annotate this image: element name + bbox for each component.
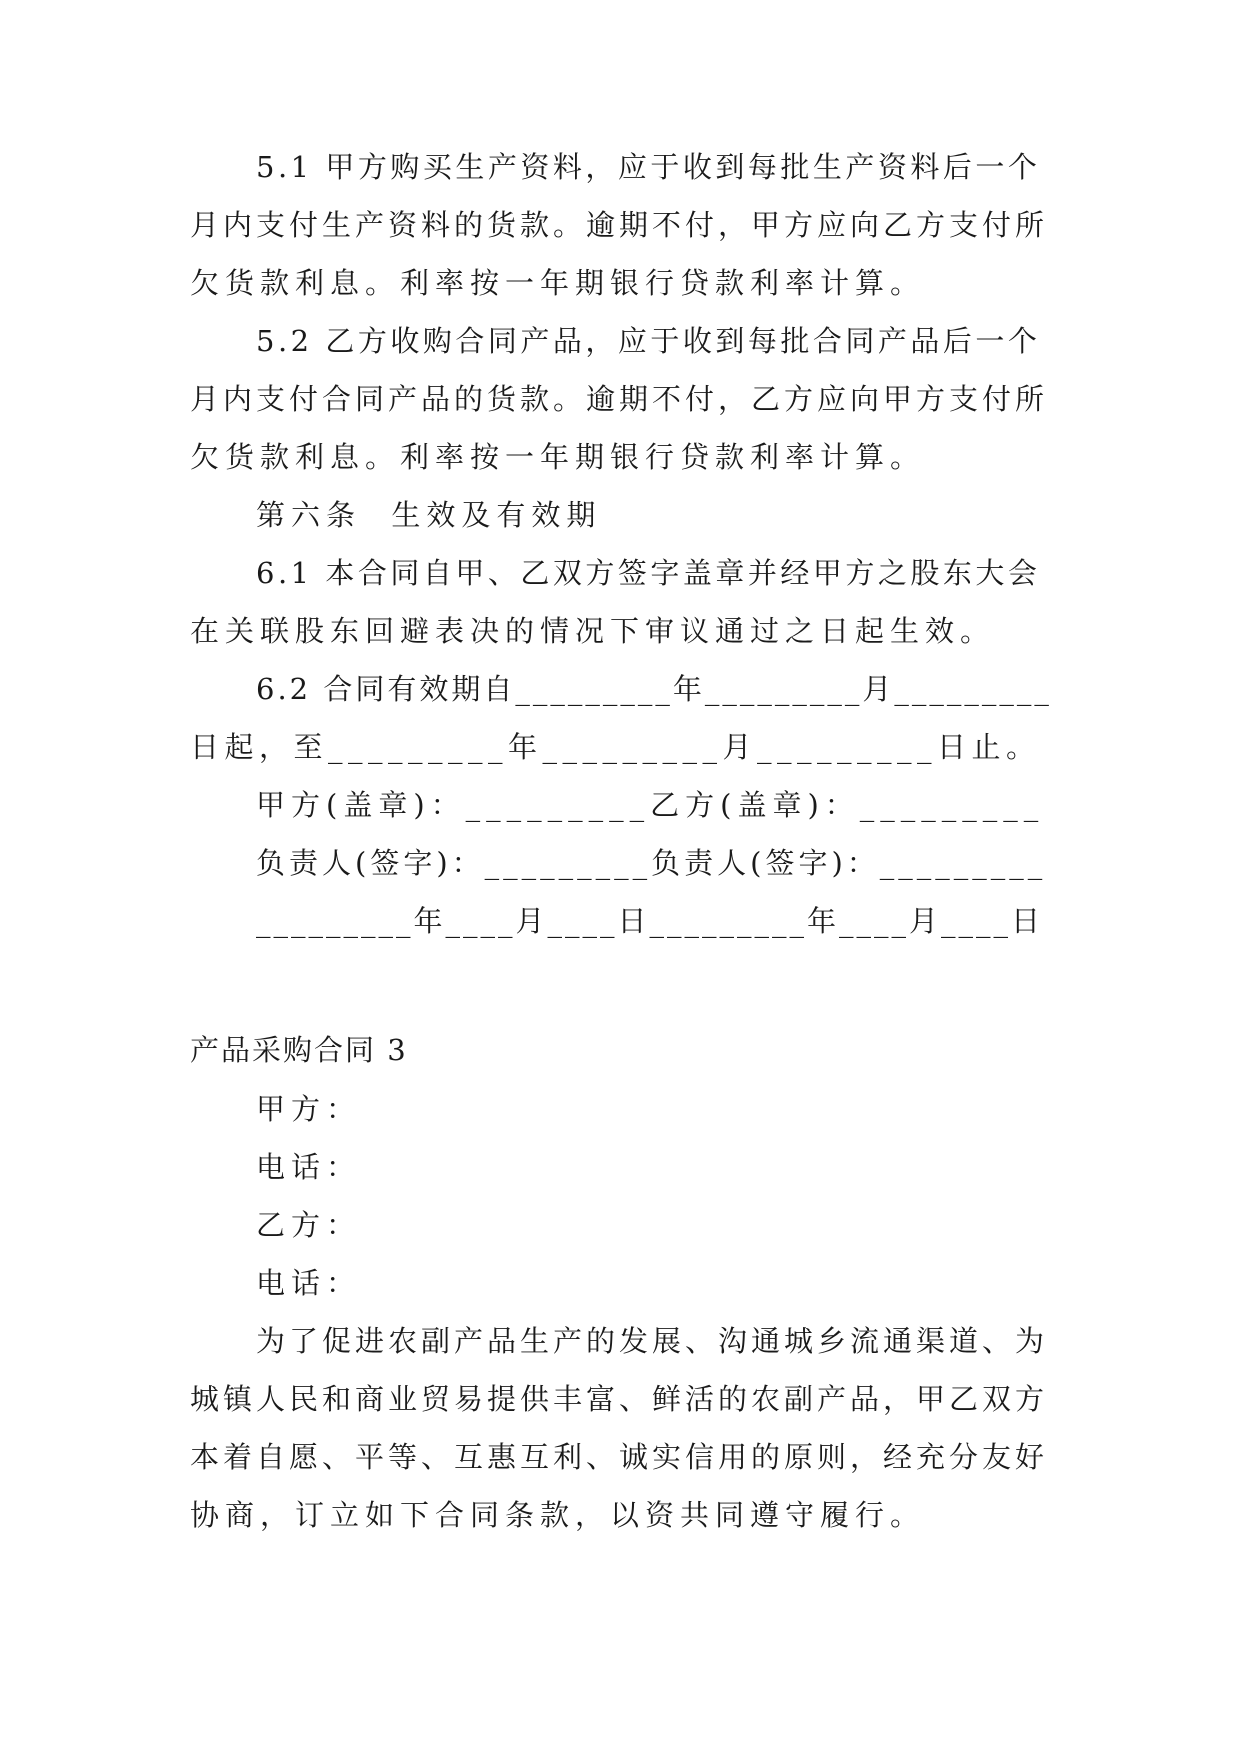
clause-6-1-line-1: 6.1 本合同自甲、乙双方签字盖章并经甲方之股东大会: [256, 556, 1041, 590]
clause-5-2-line-2: 月内支付合同产品的货款。逾期不付，乙方应向甲方支付所: [190, 382, 1049, 416]
clause-5-2-line-1: 5.2 乙方收购合同产品，应于收到每批合同产品后一个: [256, 324, 1041, 358]
preamble-line-1: 为了促进农副产品生产的发展、沟通城乡流通渠道、为: [256, 1324, 1049, 1358]
clause-6-2-line-1: 6.2 合同有效期自_________年_________月_________: [256, 672, 1052, 706]
clause-6-1-line-2: 在关联股东回避表决的情况下审议通过之日起生效。: [190, 614, 996, 648]
clause-6-2-line-2: 日起，至_________年_________月_________日止。: [190, 730, 1041, 764]
party-a-label: 甲方：: [256, 1092, 362, 1126]
phone-a-label: 电话：: [256, 1150, 362, 1184]
date-line: _________年____月____日_________年____月____日: [256, 904, 1044, 938]
clause-5-1-line-3: 欠货款利息。利率按一年期银行贷款利率计算。: [190, 266, 926, 300]
clause-5-1-line-2: 月内支付生产资料的货款。逾期不付，甲方应向乙方支付所: [190, 208, 1049, 242]
clause-5-1-line-1: 5.1 甲方购买生产资料，应于收到每批生产资料后一个: [256, 150, 1041, 184]
seal-line: 甲方(盖章)：_________乙方(盖章)：_________: [256, 788, 1045, 822]
party-b-label: 乙方：: [256, 1208, 362, 1242]
preamble-line-4: 协商，订立如下合同条款，以资共同遵守履行。: [190, 1498, 926, 1532]
article-6-heading: 第六条 生效及有效期: [256, 498, 602, 532]
contract-3-title: 产品采购合同 3: [190, 1033, 408, 1067]
phone-b-label: 电话：: [256, 1266, 362, 1300]
preamble-line-2: 城镇人民和商业贸易提供丰富、鲜活的农副产品，甲乙双方: [190, 1382, 1049, 1416]
signature-line: 负责人(签字)：_________负责人(签字)：_________: [256, 846, 1047, 880]
preamble-line-3: 本着自愿、平等、互惠互利、诚实信用的原则，经充分友好: [190, 1440, 1049, 1474]
clause-5-2-line-3: 欠货款利息。利率按一年期银行贷款利率计算。: [190, 440, 926, 474]
